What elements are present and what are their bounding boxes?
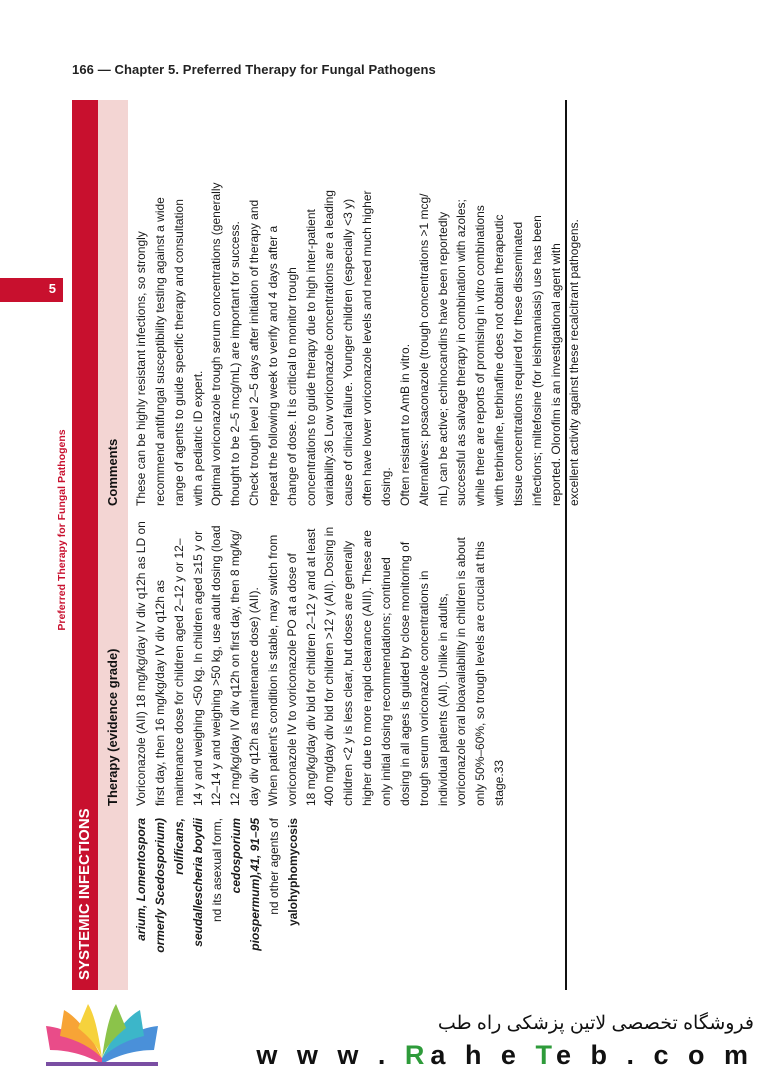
pathogen-line: cedosporium [229, 818, 243, 894]
therapy-line: day div q12h as maintenance dose) (AII). [247, 587, 262, 806]
url-letter-t: T [535, 1040, 556, 1070]
pathogen-line: yalohyphomycosis [286, 818, 300, 927]
comment-line: while there are reports of promising in vitro combinations [473, 205, 488, 506]
store-name: فروشگاه تخصصی لاتین پزشکی راه طب [437, 1013, 754, 1034]
therapy-line: 18 mg/kg/day div bid for children 2–12 y and at least [303, 528, 318, 806]
pathogen-line: rolificans, [172, 818, 186, 875]
comment-line: Often resistant to AmB in vitro. [397, 343, 412, 506]
comment-line: successful as salvage therapy in combination with azoles; [454, 199, 469, 506]
pathogen-column-header [98, 812, 128, 990]
pathogen-line: seudallescheria boydii [191, 818, 205, 947]
therapy-line: voriconazole oral bioavailability in children is about [454, 537, 469, 806]
comment-line: infections; miltefosine (for leishmaniasis) use has been [529, 215, 544, 506]
therapy-line: When patient’s condition is stable, may switch from [265, 534, 280, 806]
comment-line: excellent activity against these recalcitrant pathogens. [567, 219, 582, 506]
pathogen-column [128, 812, 565, 990]
pathogen-text [128, 812, 303, 990]
comment-line: with a pediatric ID expert. [190, 370, 205, 506]
url-prefix: w w w . [256, 1040, 405, 1070]
book-logo-icon [42, 1000, 162, 1070]
comment-line: change of dose. It is critical to monitor trough [284, 267, 299, 506]
comment-line: often have lower voriconazole levels and need much higher [360, 190, 375, 506]
therapy-column-header: Therapy (evidence grade) [98, 512, 128, 812]
url-part-a: a h e [430, 1040, 536, 1070]
table-bottom-rule [565, 100, 567, 990]
comment-line: thought to be 2–5 mcg/mL) are important for success. [228, 221, 243, 506]
therapy-line: 12 mg/kg/day IV div q12h on first day, then 8 mg/kg/ [228, 530, 243, 806]
therapy-line: Voriconazole (AII) 18 mg/kg/day IV div q12h as LD on [134, 521, 148, 806]
comments-column-header: Comments [98, 100, 128, 512]
pathogen-line: piospermum),41, 91–95 [248, 818, 262, 951]
pathogen-line: arium, Lomentospora [134, 818, 148, 941]
section-title-bar [72, 100, 98, 990]
side-running-title: Preferred Therapy for Fungal Pathogens [56, 429, 68, 631]
watermark-footer [0, 992, 774, 1079]
comments-text [128, 100, 584, 512]
comment-line: These can be highly resistant infections, so strongly [134, 231, 148, 506]
comment-line: cause of clinical failure. Younger children (especially <3 y) [341, 198, 356, 506]
therapy-line: only 50%–60%, so trough levels are crucial at this [473, 541, 488, 806]
therapy-line: 12–14 y and weighing >50 kg, use adult dosing (load [209, 525, 224, 806]
therapy-line: maintenance dose for children aged 2–12 y or 12– [171, 538, 186, 806]
comment-line: repeat the following week to verify and 4 days after a [265, 225, 280, 506]
therapy-line: stage.33 [492, 759, 507, 806]
chapter-thumb-tab [0, 278, 63, 302]
comment-line: Alternatives: posaconazole (trough concentrations >1 mcg/ [416, 193, 431, 506]
comment-line: dosing. [378, 467, 393, 506]
therapy-line: voriconazole IV to voriconazole PO at a dose of [284, 553, 299, 806]
url-letter-r: R [404, 1040, 431, 1070]
comment-line: recommend antifungal susceptibility testing against a wide [152, 197, 167, 506]
pathogen-line: nd its asexual form, [210, 818, 224, 923]
therapy-column [128, 512, 565, 812]
comment-line: variability.36 Low voriconazole concentrations are a leading [322, 190, 337, 506]
comment-line: reported. Olorofim is an investigational agent with [548, 243, 563, 506]
store-url [256, 1040, 754, 1071]
therapy-text [128, 512, 509, 812]
comment-line: mL) can be active; echinocandins have been reportedly [435, 211, 450, 506]
comment-line: concentrations to guide therapy due to high inter-patient [303, 209, 318, 506]
therapy-line: only initial dosing recommendations; continued [378, 557, 393, 806]
therapy-line: first day, then 16 mg/kg/day IV div q12h as [152, 580, 167, 806]
running-header: 166 — Chapter 5. Preferred Therapy for Fungal Pathogens [72, 62, 436, 77]
pathogen-line: nd other agents of [267, 818, 281, 915]
therapy-line: children <2 y is less clear, but doses are generally [341, 540, 356, 806]
comments-column [128, 100, 582, 512]
section-title: SYSTEMIC INFECTIONS [76, 808, 93, 980]
chapter-number: 5 [48, 281, 56, 296]
table-region [72, 100, 582, 990]
comment-line: Check trough level 2–5 days after initiation of therapy and [247, 199, 262, 506]
comment-line: range of agents to guide specific therapy and consultation [171, 199, 186, 506]
therapy-line: dosing in all ages is guided by close monitoring of [397, 541, 412, 806]
therapy-line: 14 y and weighing <50 kg. In children aged ≥15 y or [190, 530, 205, 806]
comment-line: Optimal voriconazole trough serum concentrations (generally [209, 182, 224, 506]
comment-line: tissue concentrations required for these disseminated [510, 221, 525, 506]
url-part-b: e b . c o m [555, 1040, 754, 1070]
comment-line: with terbinafine, terbinafine does not obtain therapeutic [492, 214, 507, 506]
therapy-line: higher due to more rapid clearance (AIII). These are [360, 530, 375, 806]
therapy-line: trough serum voriconazole concentrations in [416, 570, 431, 806]
pathogen-line: ormerly Scedosporium) [153, 818, 167, 953]
therapy-line: 400 mg/day div bid for children >12 y (AII). Dosing in [322, 526, 337, 806]
therapy-line: individual patients (AII). Unlike in adults, [435, 593, 450, 806]
rotated-table [72, 100, 582, 990]
